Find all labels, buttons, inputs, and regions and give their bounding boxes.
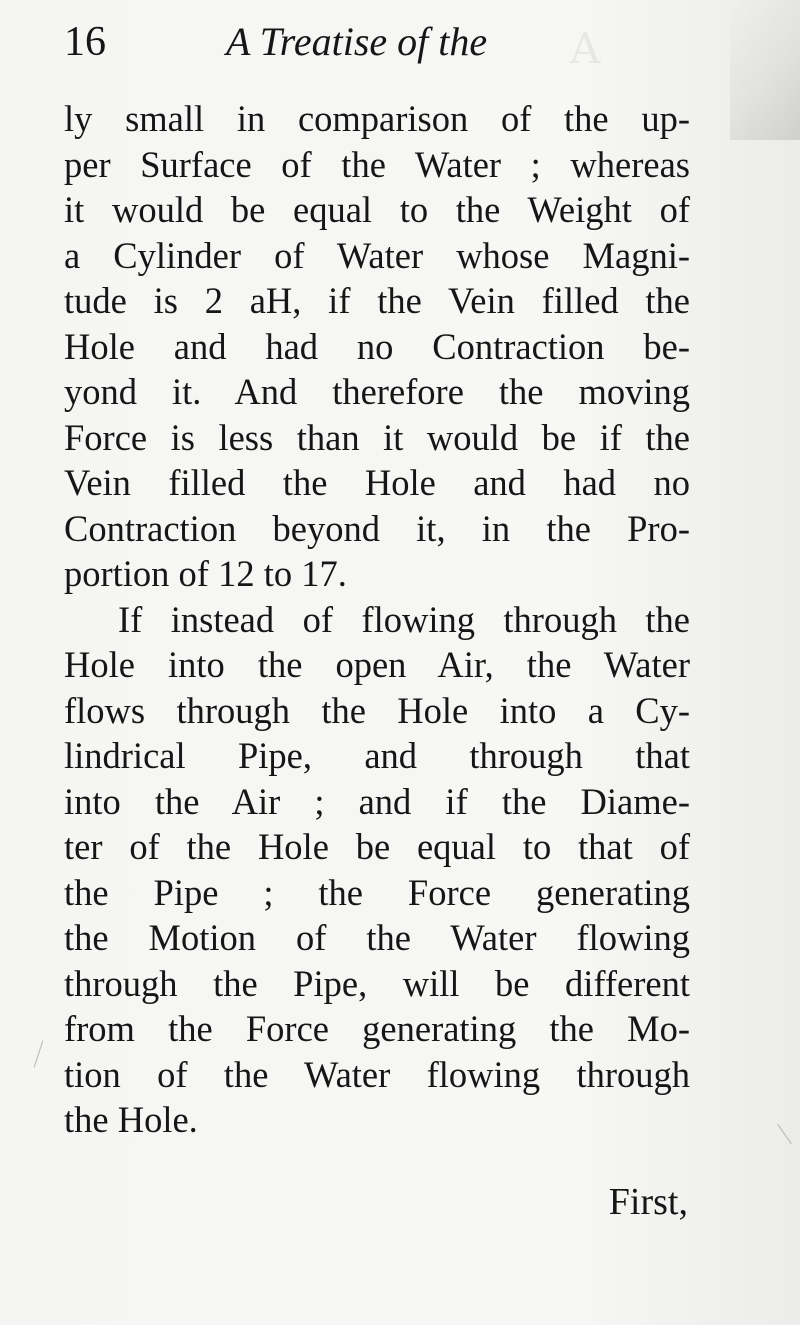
text-line: Hole and had no Contraction be- <box>64 325 690 367</box>
bleed-through-text: A <box>570 24 609 73</box>
text-line: ly small in comparison of the up- <box>64 98 690 139</box>
text-line: tion of the Water flowing through <box>64 1053 690 1095</box>
catchword: First, <box>608 1181 688 1223</box>
text-line: per Surface of the Water ; whereas <box>64 143 690 185</box>
text-line: lindrical Pipe, and through that <box>64 735 690 776</box>
text-line: through the Pipe, will be different <box>64 962 690 1004</box>
text-line: into the Air ; and if the Diame- <box>64 780 690 822</box>
text-line: Hole into the open Air, the Water <box>64 644 690 685</box>
page-edge-shadow <box>730 0 800 140</box>
text-line: Force is less than it would be if the <box>64 416 690 458</box>
text-line: Vein filled the Hole and had no <box>64 462 690 503</box>
page-header <box>64 18 664 78</box>
text-line: tude is 2 aH, if the Vein filled the <box>64 280 690 321</box>
paper-blemish <box>777 1124 792 1144</box>
text-line: the Pipe ; the Force generating <box>64 871 690 913</box>
text-line: flows through the Hole into a Cy- <box>64 689 690 731</box>
page-number: 16 <box>64 19 106 65</box>
text-line: the Hole. <box>64 1099 198 1140</box>
paragraph-1 <box>64 96 690 597</box>
text-line: the Motion of the Water flowing <box>64 917 690 958</box>
paragraph-2 <box>64 597 690 1143</box>
text-line: ter of the Hole be equal to that of <box>64 826 690 867</box>
text-line: from the Force generating the Mo- <box>64 1008 690 1049</box>
text-line: it would be equal to the Weight of <box>64 189 690 230</box>
text-line: portion of 12 to 17. <box>64 553 347 594</box>
text-line: Contraction beyond it, in the Pro- <box>64 507 690 549</box>
paper-blemish <box>34 1041 44 1068</box>
body-text <box>64 96 690 1143</box>
text-line: If instead of flowing through the <box>118 598 690 640</box>
text-line: yond it. And therefore the moving <box>64 371 690 412</box>
running-head: A Treatise of the <box>226 19 488 64</box>
text-line: a Cylinder of Water whose Magni- <box>64 234 690 276</box>
